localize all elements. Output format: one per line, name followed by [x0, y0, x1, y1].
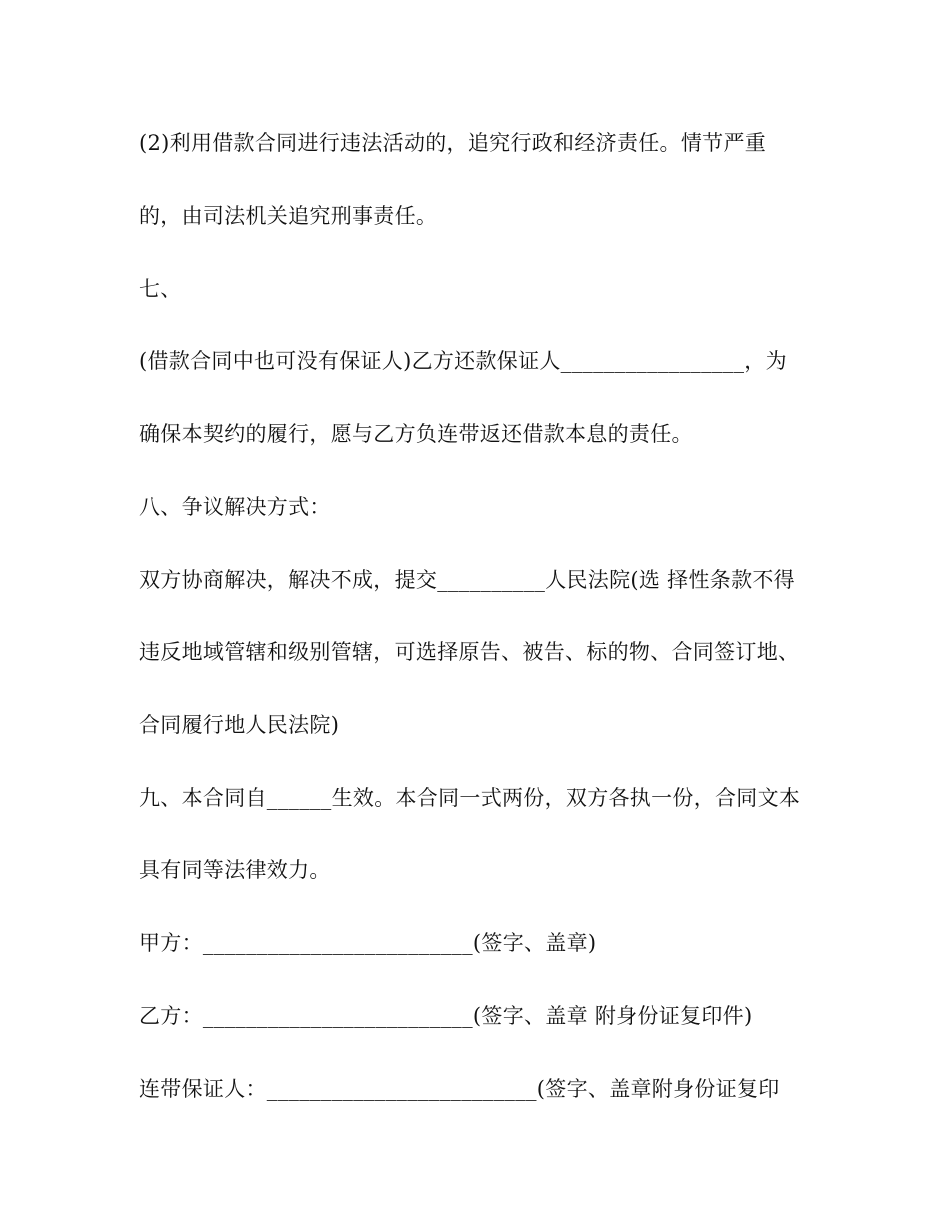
clause-7-line-2: 确保本契约的履行，愿与乙方负连带返还借款本息的责任。 [139, 422, 693, 446]
party-a-signature-line: 甲方：_________________________(签字、盖章) [139, 931, 597, 955]
clause-7-line-1: (借款合同中也可没有保证人)乙方还款保证人_________________，为 [139, 349, 787, 373]
clause-8-line-2: 违反地域管辖和级别管辖，可选择原告、被告、标的物、合同签订地、 [139, 640, 800, 664]
clause-8-line-3: 合同履行地人民法院) [139, 713, 340, 737]
clause-6-item-2-line-1: (2)利用借款合同进行违法活动的，追究行政和经济责任。情节严重 [139, 131, 767, 155]
clause-7-heading: 七、 [139, 277, 182, 301]
party-b-signature-line: 乙方：_________________________(签字、盖章 附身份证复印件) [139, 1004, 753, 1028]
clause-9-line-2: 具有同等法律效力。 [139, 858, 331, 882]
clause-8-line-1: 双方协商解决，解决不成，提交__________人民法院(选 择性条款不得 [139, 568, 795, 592]
clause-8-heading: 八、争议解决方式： [139, 495, 331, 519]
clause-6-item-2-line-2: 的，由司法机关追究刑事责任。 [139, 204, 438, 228]
guarantor-signature-line: 连带保证人：_________________________(签字、盖章附身份证复印 [139, 1077, 780, 1101]
clause-9-line-1: 九、本合同自______生效。本合同一式两份，双方各执一份，合同文本 [139, 786, 801, 810]
